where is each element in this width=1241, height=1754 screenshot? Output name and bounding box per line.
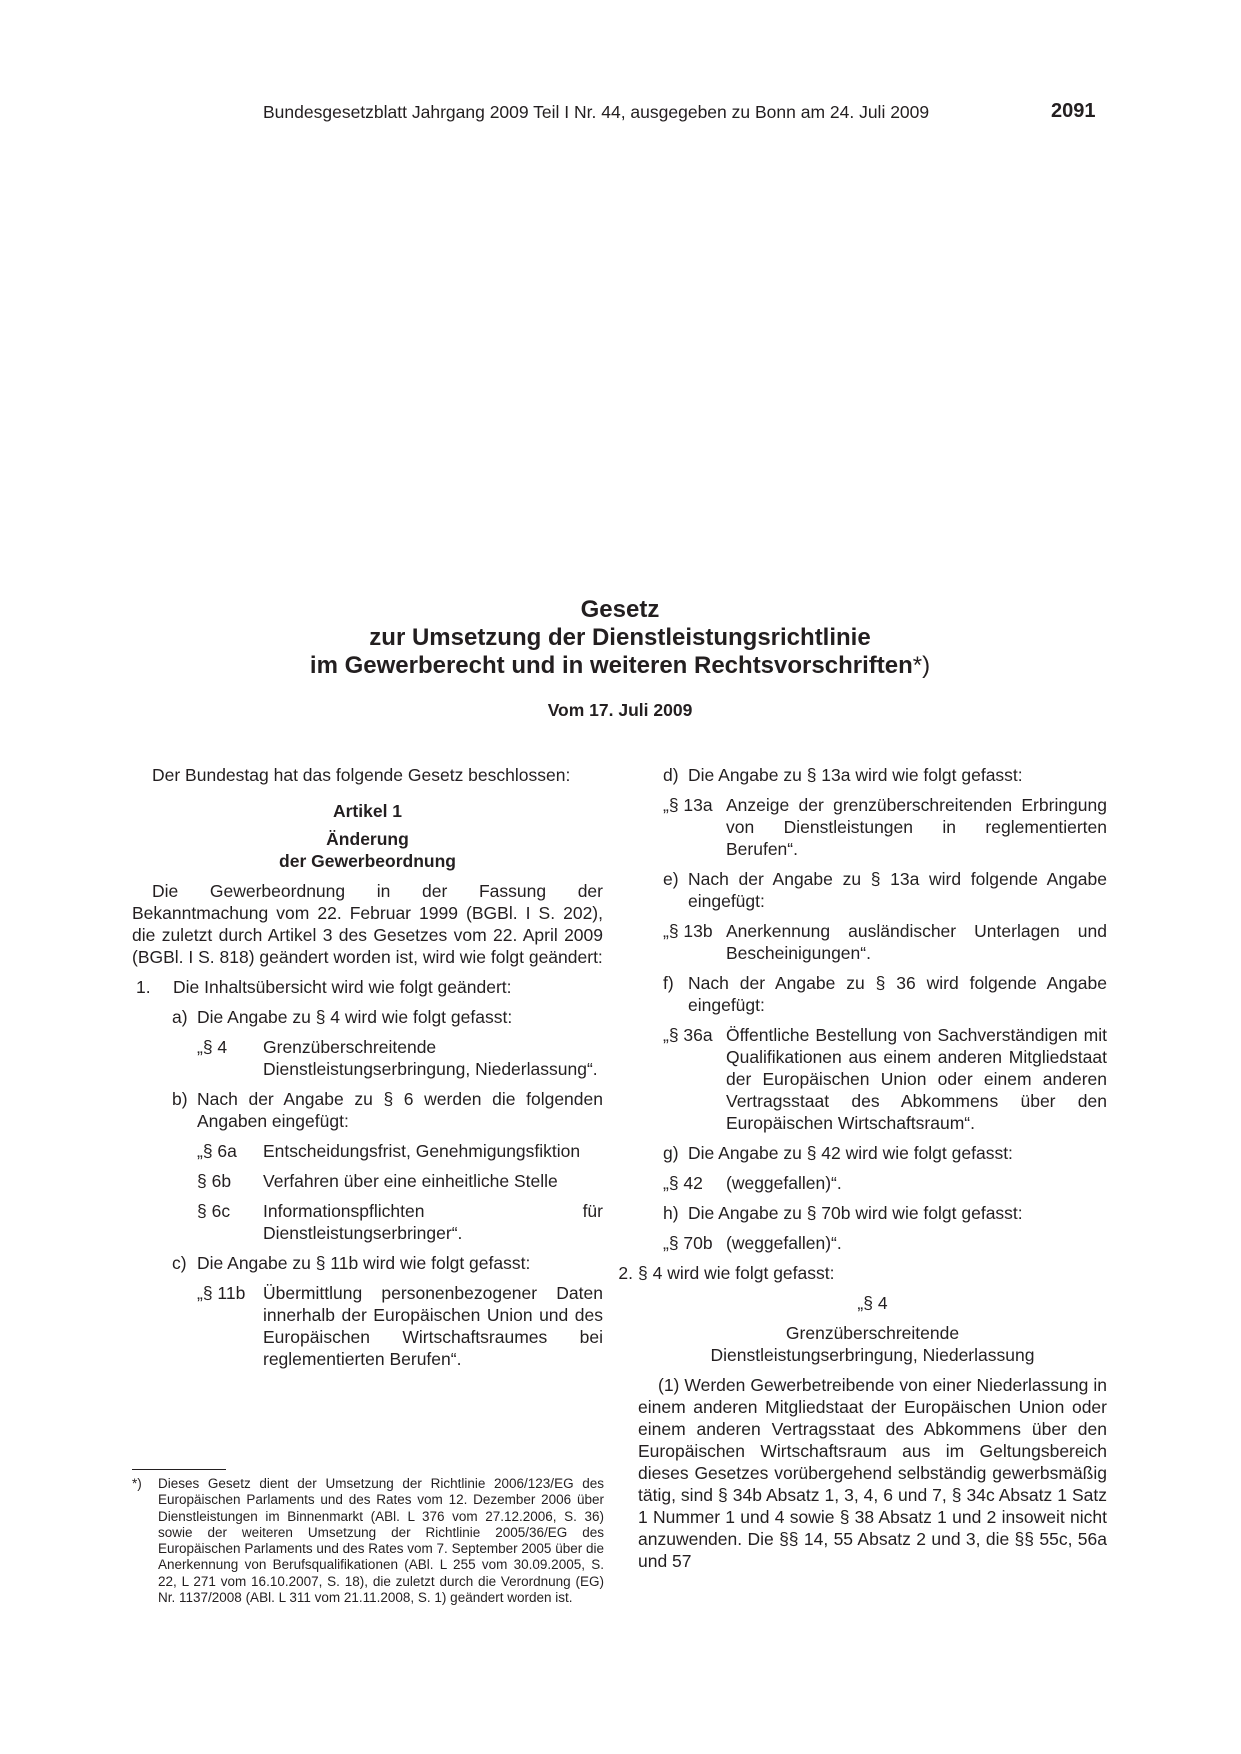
sub-item-g	[638, 1142, 1107, 1164]
list-item-2	[601, 1262, 1107, 1284]
sub-item-marker: a)	[172, 1007, 188, 1027]
toc-entry-code: „§ 42	[663, 1173, 703, 1193]
footnote-divider	[132, 1469, 226, 1470]
sub-item-h	[638, 1202, 1107, 1224]
title-line-1: Gesetz	[580, 596, 660, 623]
section-heading: „§ 4	[857, 1293, 888, 1313]
section-paragraph-1: (1) Werden Gewerbetreibende von einer Niederlassung in einem anderen Mitgliedstaat der Europäischen Union oder einem anderen Vertragsstaat des Abkommens über den Europäischen Wirtschaftsraum aus im Geltungsbereich dieses Gesetzes vorübergehend selbständig gewerbsmäßig tätig, sind § 34b Absatz 1, 3, 4, 6 und 7, § 34c Absatz 1 Satz 1 Nummer 1 und 4 sowie § 38 Absatz 1 und 2 insoweit nicht anzuwenden. Die §§ 14, 55 Absatz 2 und 3, die §§ 55c, 56a und 57	[638, 1375, 1107, 1571]
toc-entry-code: „§ 13a	[663, 795, 713, 815]
sub-item-marker: c)	[172, 1253, 187, 1273]
toc-entry-text: (weggefallen)“.	[726, 1173, 842, 1193]
toc-entry	[638, 1172, 1107, 1194]
sub-item-c	[132, 1252, 603, 1274]
title-footnote-ref: *)	[912, 652, 931, 679]
toc-entry-code: „§ 36a	[663, 1025, 713, 1045]
toc-entry-code: „§ 70b	[663, 1233, 713, 1253]
toc-entry-code: „§ 11b	[197, 1283, 246, 1303]
sub-item-text: Die Angabe zu § 4 wird wie folgt gefasst:	[197, 1007, 513, 1027]
sub-item-text: Die Angabe zu § 42 wird wie folgt gefasst:	[688, 1143, 1013, 1163]
sub-item-marker: h)	[663, 1203, 679, 1223]
intro-paragraph: Der Bundestag hat das folgende Gesetz beschlossen:	[152, 765, 571, 785]
sub-item-e	[638, 868, 1107, 912]
list-marker: 1.	[136, 977, 151, 997]
toc-entry	[638, 1024, 1107, 1134]
section-title-line-1: Grenzüberschreitende	[785, 1323, 960, 1343]
article-title-line-2: der Gewerbeordnung	[279, 851, 456, 871]
title-line-2: zur Umsetzung der Dienstleistungsrichtlinie	[369, 624, 871, 651]
toc-entry-text: Anerkennung ausländischer Unterlagen und Bescheinigungen“.	[726, 921, 1107, 963]
toc-entry-text: Informationspflichten für Dienstleistungserbringer“.	[263, 1201, 603, 1243]
list-item-1	[132, 976, 603, 998]
sub-item-d	[638, 764, 1107, 786]
toc-entry-code: § 6b	[197, 1171, 232, 1191]
left-column	[132, 764, 603, 1378]
title-line-3-text: im Gewerberecht und in weiteren Rechtsvorschriften	[309, 652, 913, 679]
toc-entry-code: „§ 6a	[197, 1141, 237, 1161]
preamble-paragraph: Die Gewerbeordnung in der Fassung der Bekanntmachung vom 22. Februar 1999 (BGBl. I S. 202), die zuletzt durch Artikel 3 des Gesetzes vom 22. April 2009 (BGBl. I S. 818) geändert worden ist, wird wie folgt geändert:	[132, 881, 603, 967]
section-title-line-2: Dienstleistungserbringung, Niederlassung	[710, 1345, 1035, 1365]
toc-entry	[132, 1282, 603, 1370]
toc-entry	[132, 1036, 603, 1080]
toc-entry-text: Entscheidungsfrist, Genehmigungsfiktion	[263, 1141, 581, 1161]
right-column	[618, 764, 1107, 1580]
page-number: 2091	[1051, 100, 1096, 122]
list-item-text: § 4 wird wie folgt gefasst:	[638, 1263, 835, 1283]
law-title	[200, 596, 1040, 680]
article-title-line-1: Änderung	[326, 829, 409, 849]
sub-item-marker: d)	[663, 765, 679, 785]
toc-entry-code: § 6c	[197, 1201, 231, 1221]
sub-item-marker: e)	[663, 869, 679, 889]
sub-item-a	[132, 1006, 603, 1028]
running-header: Bundesgesetzblatt Jahrgang 2009 Teil I Nr. 44, ausgegeben zu Bonn am 24. Juli 2009	[263, 102, 930, 122]
list-marker: 2.	[618, 1263, 633, 1283]
law-date: Vom 17. Juli 2009	[547, 700, 693, 720]
toc-entry-text: (weggefallen)“.	[726, 1233, 842, 1253]
toc-entry-text: Übermittlung personenbezogener Daten innerhalb der Europäischen Union und des Europäischen Wirtschaftsraumes bei reglementierten Berufen“.	[263, 1283, 603, 1369]
toc-entry-text: Verfahren über eine einheitliche Stelle	[263, 1171, 558, 1191]
sub-item-marker: f)	[663, 973, 674, 993]
sub-item-text: Nach der Angabe zu § 6 werden die folgenden Angaben eingefügt:	[197, 1089, 603, 1131]
toc-entry-code: „§ 4	[197, 1037, 228, 1057]
article-heading: Artikel 1	[332, 801, 403, 821]
footnote	[132, 1476, 604, 1606]
toc-entry-text: Öffentliche Bestellung von Sachverständigen mit Qualifikationen aus einem anderen Mitgliedstaat der Europäischen Union oder einem anderen Vertragsstaat des Abkommens über den Europäischen Wirtschaftsraum“.	[726, 1025, 1107, 1133]
sub-item-text: Nach der Angabe zu § 13a wird folgende Angabe eingefügt:	[688, 869, 1107, 911]
toc-entry-code: „§ 13b	[663, 921, 713, 941]
sub-item-b	[132, 1088, 603, 1132]
toc-entry	[638, 920, 1107, 964]
sub-item-marker: b)	[172, 1089, 188, 1109]
toc-entry	[132, 1170, 603, 1192]
toc-entry	[132, 1140, 603, 1162]
sub-item-text: Die Angabe zu § 70b wird wie folgt gefasst:	[688, 1203, 1023, 1223]
toc-entry-text: Anzeige der grenzüberschreitenden Erbringung von Dienstleistungen in reglementierten Berufen“.	[726, 795, 1107, 859]
footnote-marker: *)	[132, 1476, 142, 1491]
list-item-text: Die Inhaltsübersicht wird wie folgt geändert:	[173, 977, 512, 997]
sub-item-text: Die Angabe zu § 13a wird wie folgt gefasst:	[688, 765, 1023, 785]
toc-entry	[638, 1232, 1107, 1254]
toc-entry-text: Grenzüberschreitende Dienstleistungserbringung, Niederlassung“.	[263, 1037, 598, 1079]
title-line-3	[200, 652, 1040, 680]
footnote-text: Dieses Gesetz dient der Umsetzung der Richtlinie 2006/123/EG des Europäischen Parlaments und des Rates vom 12. Dezember 2006 über Dienstleistungen im Binnenmarkt (ABl. L 376 vom 27.12.2006, S. 36) sowie der weiteren Umsetzung der Richtlinie 2005/36/EG des Europäischen Parlaments und des Rates vom 7. September 2005 über die Anerkennung von Berufsqualifikationen (ABl. L 255 vom 30.09.2005, S. 22, L 271 vom 16.10.2007, S. 18), die zuletzt durch die Verordnung (EG) Nr. 1137/2008 (ABl. L 311 vom 21.11.2008, S. 1) geändert worden ist.	[158, 1476, 604, 1606]
toc-entry	[132, 1200, 603, 1244]
sub-item-f	[638, 972, 1107, 1016]
sub-item-text: Die Angabe zu § 11b wird wie folgt gefasst:	[197, 1253, 531, 1273]
toc-entry	[638, 794, 1107, 860]
sub-item-marker: g)	[663, 1143, 679, 1163]
sub-item-text: Nach der Angabe zu § 36 wird folgende Angabe eingefügt:	[688, 973, 1107, 1015]
